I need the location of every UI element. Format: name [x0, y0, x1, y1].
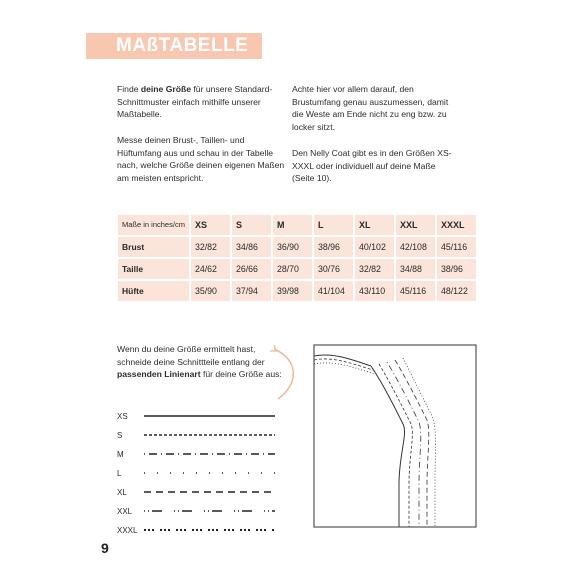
table-cell: 28/70 — [273, 259, 312, 279]
row-label: Brust — [118, 237, 189, 257]
table-cell: 43/110 — [355, 281, 394, 301]
title-banner — [86, 33, 262, 59]
table-cell: 30/76 — [314, 259, 353, 279]
table-cell: 45/116 — [437, 237, 476, 257]
table-cell: 34/88 — [396, 259, 435, 279]
row-label: Taille — [118, 259, 189, 279]
table-corner-label: Maße in inches/cm — [118, 215, 189, 235]
table-cell: 45/116 — [396, 281, 435, 301]
intro-paragraph-3: Achte hier vor allem darauf, den Brustumfang genau auszumessen, damit die Weste am Ende nicht zu eng bzw. zu locker sitzt. — [292, 84, 449, 132]
table-cell: 37/94 — [232, 281, 271, 301]
intro-bold-text: deine Größe — [140, 84, 192, 94]
curved-arrow-icon — [268, 345, 308, 405]
table-cell: 38/96 — [437, 259, 476, 279]
table-cell: 32/82 — [191, 237, 230, 257]
cut-instructions — [117, 343, 282, 381]
table-cell: 36/90 — [273, 237, 312, 257]
intro-text: Finde — [117, 84, 141, 94]
page-number: 9 — [101, 540, 109, 556]
table-row — [118, 259, 476, 279]
table-row — [118, 281, 476, 301]
line-type-samples — [140, 410, 280, 535]
size-header: S — [232, 215, 271, 235]
intro-text: für unsere Standard-Schnittmuster einfach mithilfe unserer Maßtabelle. — [117, 84, 273, 120]
table-cell: 32/82 — [355, 259, 394, 279]
table-cell: 42/108 — [396, 237, 435, 257]
table-cell: 41/104 — [314, 281, 353, 301]
table-cell: 24/62 — [191, 259, 230, 279]
size-header: XL — [355, 215, 394, 235]
table-cell: 48/122 — [437, 281, 476, 301]
table-cell: 26/66 — [232, 259, 271, 279]
line-label-xxl: XXL — [117, 507, 133, 516]
intro-paragraph-4: Den Nelly Coat gibt es in den Größen XS-XXXL oder individuell auf deine Maße (Seite 10). — [292, 148, 452, 184]
table-cell: 40/102 — [355, 237, 394, 257]
table-row — [118, 237, 476, 257]
line-label-m: M — [117, 450, 124, 459]
size-header: L — [314, 215, 353, 235]
table-cell: 39/98 — [273, 281, 312, 301]
page-title: MAßTABELLE — [116, 35, 249, 56]
table-cell: 35/90 — [191, 281, 230, 301]
table-cell: 38/96 — [314, 237, 353, 257]
line-label-l: L — [117, 469, 122, 478]
table-cell: 34/86 — [232, 237, 271, 257]
instruction-bold-text: passenden Linienart — [117, 369, 201, 380]
pattern-piece-illustration — [313, 344, 478, 529]
instruction-text: für deine Größe aus: — [200, 369, 282, 380]
size-header: M — [273, 215, 312, 235]
size-table — [116, 213, 478, 303]
size-header: XS — [191, 215, 230, 235]
size-header: XXL — [396, 215, 435, 235]
line-label-xl: XL — [117, 488, 127, 497]
intro-paragraph-1 — [117, 83, 282, 121]
size-header: XXXL — [437, 215, 476, 235]
line-label-xxxl: XXXL — [117, 526, 138, 535]
intro-paragraph-2: Messe deinen Brust-, Taillen- und Hüftumfang aus und schau in der Tabelle nach, welche Größe deinen eigenen Maßen am meisten entspricht. — [117, 135, 285, 183]
row-label: Hüfte — [118, 281, 189, 301]
instruction-text: Wenn du deine Größe ermittelt hast, schneide deine Schnittteile entlang der — [117, 344, 265, 367]
line-label-xs: XS — [117, 412, 128, 421]
line-label-s: S — [117, 431, 123, 440]
table-header-row — [118, 215, 476, 235]
